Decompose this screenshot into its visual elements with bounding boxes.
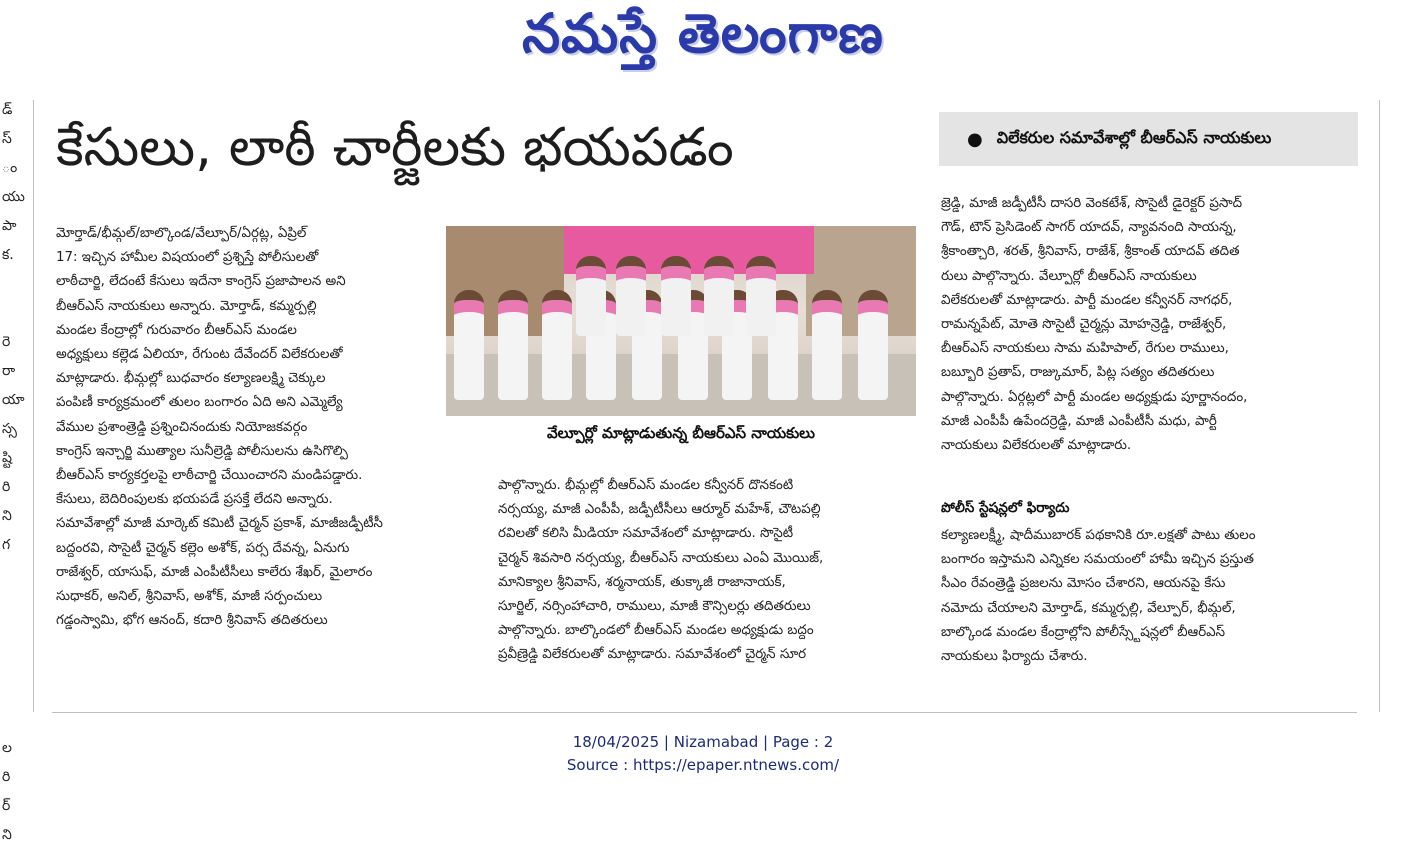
article-column-2: [498, 474, 914, 668]
article-text-line: పంపిణీ కార్యక్రమంలో తులం బంగారం ఏది అని ఎమ్మెల్యే: [56, 395, 343, 411]
article-column-3-continued: [941, 524, 1357, 669]
photo-person: [812, 290, 842, 400]
article-text-line: బీఆర్ఎస్ కార్యకర్తలపై లాఠీచార్జి చేయించారని మండిపడ్డారు.: [56, 468, 363, 484]
article-text-line: బంగారం ఇస్తామని ఎన్నికల సమయంలో హామీ ఇచ్చిన ప్రస్తుత: [941, 552, 1254, 568]
edge-fragment: రి: [2, 769, 11, 785]
article-text-line: కాంగ్రెస్ ఇన్చార్జి ముత్యాల సునీల్రెడ్డి పోలీసులను ఉసిగొల్పి: [56, 443, 348, 459]
article-text-line: సుధాకర్, అనిల్, శ్రీనివాస్, అశోక్, మాజీ సర్పంచులు: [56, 589, 323, 605]
edge-fragment: ని: [2, 827, 12, 843]
article-text-line: పాల్గొన్నారు. బాల్కొండలో బీఆర్ఎస్ మండల అధ్యక్షుడు బద్దం: [498, 623, 814, 639]
article-text-line: బద్దంరవి, సొసైటీ చైర్మన్ కల్లెం అశోక్, పర్స దేవన్న, ఏనుగు: [56, 540, 350, 556]
article-text-line: నాయకులు విలేకరులతో మాట్లాడారు.: [941, 438, 1132, 454]
photo-person: [498, 290, 528, 400]
edge-fragment: యా: [2, 392, 25, 408]
column-divider: [33, 100, 34, 712]
article-column-1: [56, 222, 468, 633]
article-text-line: నమోదు చేయాలని మోర్తాడ్, కమ్మర్పల్లి, వేల్పూర్, భీమ్గల్,: [941, 600, 1236, 616]
article-text-line: బాల్కొండ మండల కేంద్రాల్లోని పోలీస్స్టేషన్లలో బీఆర్ఎస్: [941, 624, 1226, 640]
article-text-line: నాయకులు ఫిర్యాదు చేశారు.: [941, 649, 1088, 665]
article-text-line: మాట్లాడారు. భీమ్గల్లో బుధవారం కల్యాణలక్ష్మి చెక్కుల: [56, 371, 326, 387]
article-text-line: అధ్యక్షులు కల్లెడ ఏలియా, రేగుంట దేవేందర్ విలేకరులతో: [56, 347, 343, 363]
edge-fragment: [2, 676, 22, 705]
photo-person: [576, 256, 606, 336]
article-text-line: రులు పాల్గొన్నారు. వేల్పూర్లో బీఆర్ఎస్ నాయకులు: [941, 268, 1197, 284]
edge-fragment: యు: [2, 189, 25, 205]
article-text-line: మోర్తాడ్/భీమ్గల్/బాల్కొండ/వేల్పూర్/ఏర్గట్ల, ఏప్రిల్: [56, 226, 307, 241]
article-text-line: రామన్నపేట్, మోతె సొసైటీ చైర్మన్లు మోహన్రెడ్డి, రాజేశ్వర్,: [941, 317, 1227, 333]
edge-fragment: [2, 618, 22, 647]
photo-person: [704, 256, 734, 336]
article-text-line: గౌడ్, టౌన్ ప్రెసిడెంట్ సాగర్ యాదవ్, న్యావనంది సాయన్న,: [941, 220, 1237, 236]
edge-fragment: [2, 270, 22, 299]
edge-fragment: రి: [2, 479, 11, 495]
footer-date-edition: 18/04/2025 | Nizamabad | Page : 2: [572, 733, 834, 751]
article-text-line: మానిక్యాల శ్రీనివాస్, శర్మనాయక్, తుక్కాజీ రాజానాయక్,: [498, 574, 786, 590]
article-text-line: విలేకరులతో మాట్లాడారు. పార్టీ మండల కన్వీనర్ నాగధర్,: [941, 292, 1233, 308]
article-tag-box: [939, 112, 1358, 166]
article-text-line: మాజీ ఎంపీపీ ఉపేందర్రెడ్డి, మాజీ ఎంపీటీసీ మధు, పార్టీ: [941, 413, 1217, 429]
news-photo: [446, 226, 916, 416]
photo-person: [616, 256, 646, 336]
bullet-icon: ●: [967, 128, 983, 150]
article-text-line: బబ్బూరి ప్రతాప్, రాజ్కుమార్, పిట్ల సత్యం తదితరులు: [941, 365, 1215, 381]
article-text-line: చైర్మన్ శివసారి నర్సయ్య, బీఆర్ఎస్ నాయకులు ఎంఏ మొయిజ్,: [498, 550, 824, 566]
article-text-line: 17: ఇచ్చిన హామీల విషయంలో ప్రశ్నిస్తే పోలీసులతో: [56, 250, 319, 266]
edge-fragment: పా: [2, 218, 17, 234]
article-text-line: జ్రెడ్డి, మాజీ జడ్పీటీసీ దాసరి వెంకటేశ్, సొసైటీ డైరెక్టర్ ప్రసాద్: [941, 196, 1243, 211]
article-text-line: బీఆర్ఎస్ నాయకులు అన్నారు. మోర్తాడ్, కమ్మర్పల్లి: [56, 298, 317, 314]
edge-fragment: ర్: [2, 798, 11, 814]
article-text-line: శ్రీకాంత్చారి, శరత్, శ్రీనివాస్, రాజేశ్, శ్రీకాంత్ యాదవ్ తదిత: [941, 244, 1240, 260]
edge-fragment: [2, 589, 22, 618]
edge-fragment: గ: [2, 537, 11, 553]
masthead: [0, 0, 1406, 80]
article-text-line: రవిలతో కలిసి మీడియా సమావేశంలో మాట్లాడారు. సొసైటీ: [498, 526, 794, 542]
article-text-line: పాల్గొన్నారు. భీమ్గల్లో బీఆర్ఎస్ మండల కన్వీనర్ దొనకంటి: [498, 478, 794, 493]
photo-person: [454, 290, 484, 400]
edge-fragment: క.: [2, 247, 14, 263]
edge-fragment: [2, 299, 22, 328]
article-text-line: పాల్గొన్నారు. ఏర్గట్లలో పార్టీ మండల అధ్యక్షుడు పూర్ణానందం,: [941, 389, 1248, 405]
photo-person: [858, 290, 888, 400]
article-text-line: సూర్జిల్, నర్సింహాచారి, రాములు, మాజీ కౌన్సిలర్లు తదితరులు: [498, 599, 811, 615]
edge-fragment: రె: [2, 334, 11, 350]
article-text-line: రాజేశ్వర్, యాసుఫ్, మాజీ ఎంపీటీసీలు కాలేరు శేఖర్, మైలారం: [56, 564, 373, 580]
photo-person: [661, 256, 691, 336]
edge-fragment: రా: [2, 363, 16, 379]
edge-fragment: ం: [2, 160, 18, 176]
edge-fragment: ష్టి: [2, 450, 12, 466]
column-divider: [1379, 100, 1380, 712]
photo-person: [746, 256, 776, 336]
article-text-line: గడ్డంస్వామి, భోగ ఆనంద్, కదారి శ్రీనివాస్ తదితరులు: [56, 613, 328, 629]
footer-source: Source : https://epaper.ntnews.com/: [566, 756, 840, 774]
article-text-line: కేసులు, బెదిరింపులకు భయపడే ప్రసక్తే లేదని అన్నారు.: [56, 492, 333, 508]
article-text-line: లాఠీచార్జి, లేదంటే కేసులు ఇదేనా కాంగ్రెస్ ప్రజాపాలన అని: [56, 274, 346, 290]
photo-caption: వేల్పూర్లో మాట్లాడుతున్న బీఆర్ఎస్ నాయకులు: [547, 424, 815, 442]
photo-person: [542, 290, 572, 400]
article-text-line: ప్రవీణ్రెడ్డి విలేకరులతో మాట్లాడారు. సమావేశంలో చైర్మన్ సూర: [498, 647, 807, 663]
article-text-line: సమావేశాల్లో మాజీ మార్కెట్ కమిటీ చైర్మన్ ప్రకాశ్, మాజీజడ్పీటీసీ: [56, 516, 383, 532]
edge-fragment: [2, 647, 22, 676]
article-text-line: బీఆర్ఎస్ నాయకులు సామ మహిపాల్, రేగుల రాములు,: [941, 341, 1229, 357]
edge-fragment: [2, 705, 22, 734]
article-text-line: కల్యాణలక్ష్మీ, షాదీముబారక్ పథకానికి రూ.లక్షతో పాటు తులం: [941, 528, 1256, 543]
article-text-line: నర్సయ్య, మాజీ ఎంపీపీ, జడ్పీటీసీలు ఆర్మూర్ మహేశ్, చౌటపల్లి: [498, 502, 821, 518]
article-tag: విలేకరుల సమావేశాల్లో బీఆర్ఎస్ నాయకులు: [996, 127, 1272, 147]
article-headline: కేసులు, లాఠీ చార్జీలకు భయపడం: [56, 117, 734, 178]
edge-fragment: స్: [2, 131, 12, 147]
article-text-line: మండల కేంద్రాల్లో గురువారం బీఆర్ఎస్ మండల: [56, 322, 297, 338]
edge-fragment: డ్: [2, 102, 13, 118]
edge-fragment: ల: [2, 740, 12, 756]
edge-fragment: స్స: [2, 421, 17, 437]
article-text-line: సీఎం రేవంత్రెడ్డి ప్రజలను మోసం చేశారని, ఆయనపై కేసు: [941, 576, 1226, 592]
article-column-3: [941, 192, 1357, 458]
edge-fragment: [2, 560, 22, 589]
newspaper-logo: నమస్తే తెలంగాణ: [522, 2, 884, 65]
edge-fragment: ని: [2, 508, 12, 524]
section-subheading: పోలీస్ స్టేషన్లలో ఫిర్యాదు: [941, 500, 1070, 516]
page-bottom-rule: [52, 712, 1357, 713]
article-text-line: వేముల ప్రశాంత్రెడ్డి ప్రశ్నించినందుకు నియోజకవర్గం: [56, 419, 308, 435]
